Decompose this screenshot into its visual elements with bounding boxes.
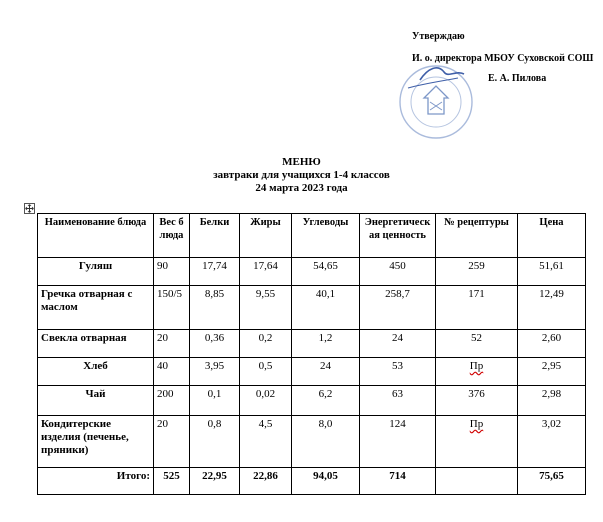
header-protein: Белки: [190, 214, 240, 258]
header-price: Цена: [518, 214, 586, 258]
total-recipe: [436, 468, 518, 495]
table-move-handle-icon[interactable]: [24, 203, 35, 214]
table-row: [38, 358, 586, 386]
cell-price: 2,98: [518, 386, 586, 416]
total-label: Итого:: [38, 468, 154, 495]
cell-name: Кондитерские изделия (печенье, пряники): [38, 416, 154, 468]
menu-table: [37, 213, 586, 495]
total-fat: 22,86: [240, 468, 292, 495]
cell-carbs: 8,0: [292, 416, 360, 468]
cell-protein: 17,74: [190, 258, 240, 286]
total-weight: 525: [154, 468, 190, 495]
cell-carbs: 24: [292, 358, 360, 386]
cell-fat: 0,5: [240, 358, 292, 386]
cell-carbs: 40,1: [292, 286, 360, 330]
cell-energy: 258,7: [360, 286, 436, 330]
cell-carbs: 1,2: [292, 330, 360, 358]
cell-name: Гуляш: [38, 258, 154, 286]
cell-recipe: Пр: [436, 416, 518, 468]
cell-energy: 450: [360, 258, 436, 286]
cell-protein: 0,1: [190, 386, 240, 416]
cell-recipe: 376: [436, 386, 518, 416]
table-header-row: [38, 214, 586, 258]
cell-recipe: 171: [436, 286, 518, 330]
cell-recipe: 259: [436, 258, 518, 286]
cell-price: 12,49: [518, 286, 586, 330]
cell-energy: 53: [360, 358, 436, 386]
cell-energy: 24: [360, 330, 436, 358]
table-row: [38, 258, 586, 286]
cell-name: Свекла отварная: [38, 330, 154, 358]
table-row: [38, 416, 586, 468]
cell-energy: 63: [360, 386, 436, 416]
header-carbs: Углеводы: [292, 214, 360, 258]
cell-weight: 20: [154, 330, 190, 358]
cell-fat: 4,5: [240, 416, 292, 468]
menu-date: 24 марта 2023 года: [255, 182, 348, 194]
cell-price: 2,95: [518, 358, 586, 386]
total-carbs: 94,05: [292, 468, 360, 495]
menu-subtitle: завтраки для учащихся 1-4 классов: [213, 169, 390, 181]
cell-weight: 150/5: [154, 286, 190, 330]
cell-recipe: Пр: [436, 358, 518, 386]
school-seal-stamp: [378, 58, 488, 140]
cell-price: 3,02: [518, 416, 586, 468]
cell-fat: 0,2: [240, 330, 292, 358]
cell-protein: 0,8: [190, 416, 240, 468]
header-name: Наименование блюда: [38, 214, 154, 258]
cell-fat: 0,02: [240, 386, 292, 416]
approval-position: И. о. директора МБОУ Суховской СОШ: [412, 53, 594, 64]
cell-fat: 9,55: [240, 286, 292, 330]
approval-heading: Утверждаю: [412, 31, 465, 42]
menu-title: МЕНЮ: [282, 156, 321, 168]
cell-carbs: 54,65: [292, 258, 360, 286]
table-row: [38, 286, 586, 330]
cell-name: Гречка отварная с маслом: [38, 286, 154, 330]
total-protein: 22,95: [190, 468, 240, 495]
cell-protein: 3,95: [190, 358, 240, 386]
total-row: [38, 468, 586, 495]
header-weight: Вес блюда: [154, 214, 190, 258]
table-row: [38, 330, 586, 358]
cell-carbs: 6,2: [292, 386, 360, 416]
cell-recipe: 52: [436, 330, 518, 358]
cell-name: Хлеб: [38, 358, 154, 386]
table-row: [38, 386, 586, 416]
header-recipe: № рецептуры: [436, 214, 518, 258]
cell-energy: 124: [360, 416, 436, 468]
cell-price: 51,61: [518, 258, 586, 286]
total-price: 75,65: [518, 468, 586, 495]
total-energy: 714: [360, 468, 436, 495]
cell-name: Чай: [38, 386, 154, 416]
cell-fat: 17,64: [240, 258, 292, 286]
cell-weight: 40: [154, 358, 190, 386]
header-energy: Энергетическая ценность: [360, 214, 436, 258]
approval-signer: Е. А. Пилова: [488, 73, 547, 84]
cell-weight: 200: [154, 386, 190, 416]
cell-price: 2,60: [518, 330, 586, 358]
header-fat: Жиры: [240, 214, 292, 258]
cell-protein: 0,36: [190, 330, 240, 358]
cell-weight: 20: [154, 416, 190, 468]
cell-weight: 90: [154, 258, 190, 286]
cell-protein: 8,85: [190, 286, 240, 330]
